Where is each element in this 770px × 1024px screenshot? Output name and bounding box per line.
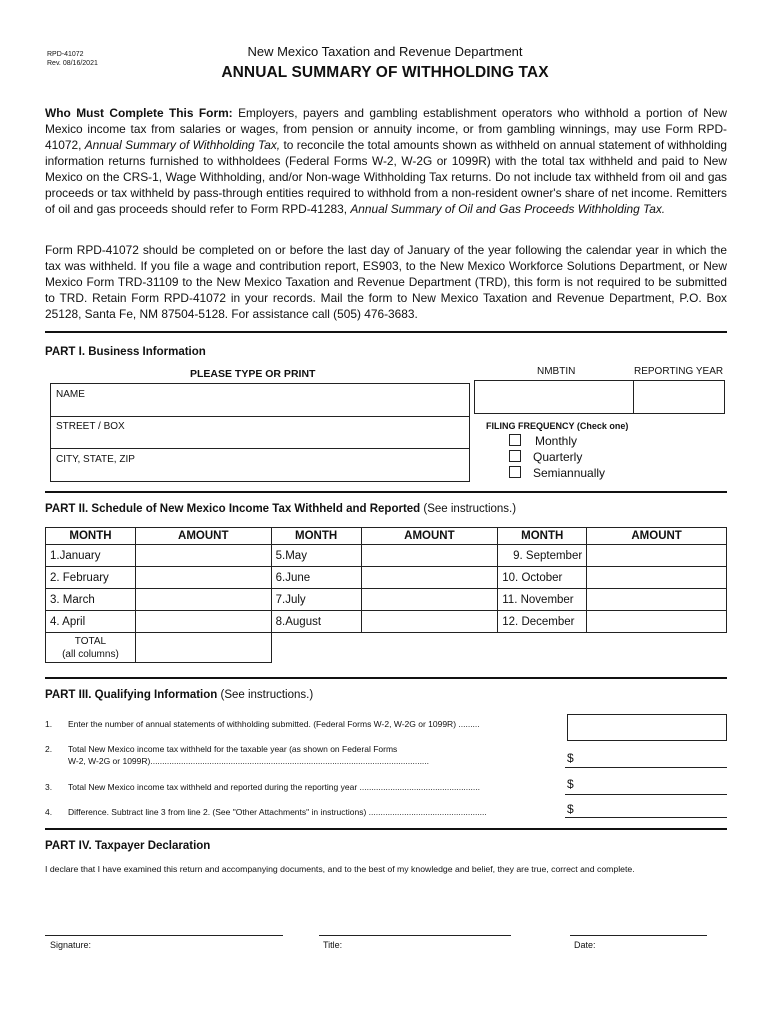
declaration-text: I declare that I have examined this return and accompanying documents, and to the best of my knowledge and belief, they are true, correct and complete. bbox=[45, 864, 635, 874]
line1-text: Enter the number of annual statements of withholding submitted. (Federal Forms W-2, W-2G or 1099R) ......... bbox=[68, 719, 480, 729]
amount-february[interactable] bbox=[135, 567, 271, 589]
month-january: 1.January bbox=[46, 545, 136, 567]
title-line[interactable] bbox=[319, 935, 511, 936]
month-july: 7.July bbox=[271, 589, 361, 611]
month-november: 11. November bbox=[498, 589, 587, 611]
amount-december[interactable] bbox=[587, 611, 727, 633]
part3-title-note: (See instructions.) bbox=[220, 689, 314, 701]
section-divider bbox=[45, 828, 727, 830]
month-august: 8.August bbox=[271, 611, 361, 633]
line1-number: 1. bbox=[45, 719, 53, 729]
line1-count-field[interactable] bbox=[567, 714, 727, 741]
month-march: 3. March bbox=[46, 589, 136, 611]
quarterly-label: Quarterly bbox=[533, 450, 583, 464]
table-row bbox=[46, 545, 727, 567]
line3-dollar: $ bbox=[567, 777, 574, 791]
amount-june[interactable] bbox=[361, 567, 498, 589]
street-field[interactable] bbox=[50, 416, 470, 449]
date-line[interactable] bbox=[570, 935, 707, 936]
who-must-complete-label: Who Must Complete This Form: bbox=[45, 106, 233, 120]
monthly-checkbox[interactable] bbox=[509, 434, 521, 446]
form-title: ANNUAL SUMMARY OF WITHHOLDING TAX bbox=[221, 64, 549, 81]
total-label bbox=[46, 633, 136, 663]
form-number: RPD-41072 bbox=[47, 51, 84, 58]
line3-number: 3. bbox=[45, 782, 53, 792]
reporting-year-field[interactable] bbox=[633, 380, 725, 414]
amount-april[interactable] bbox=[135, 611, 271, 633]
filing-frequency-label: FILING FREQUENCY (Check one) bbox=[486, 421, 629, 431]
month-october: 10. October bbox=[498, 567, 587, 589]
intro-text-a: Employers, payers and gambling establishment operators who withhold a portion of New Mexico income tax from salaries or wages, from pension or annuity income, or from gambling winnings, may use Form RPD-41072, bbox=[45, 106, 727, 152]
who-must-complete-paragraph bbox=[45, 105, 727, 217]
amount-november[interactable] bbox=[587, 589, 727, 611]
street-label: STREET / BOX bbox=[56, 421, 125, 432]
intro-form-name: Annual Summary of Withholding Tax, bbox=[84, 138, 281, 152]
month-june: 6.June bbox=[271, 567, 361, 589]
part3-title-text: PART III. Qualifying Information bbox=[45, 689, 218, 701]
month-february: 2. February bbox=[46, 567, 136, 589]
section-divider bbox=[45, 677, 727, 679]
part3-title bbox=[45, 689, 313, 701]
amount-header: AMOUNT bbox=[135, 528, 271, 545]
month-header: MONTH bbox=[498, 528, 587, 545]
title-label: Title: bbox=[323, 940, 343, 950]
amount-may[interactable] bbox=[361, 545, 498, 567]
month-may: 5.May bbox=[271, 545, 361, 567]
line3-amount-field[interactable] bbox=[565, 794, 727, 795]
date-label: Date: bbox=[574, 940, 596, 950]
intro-text-b: to reconcile the total amounts shown as withheld on annual statement of withholding information returns furnished to withholdees (Federal Forms W-2, W-2G or 1099R) with the total tax withheld and paid to New Mexico on the CRS-1, Wage Withholding, and/or Non-wage Withholding Tax returns. Do not include tax withheld from oil and gas proceeds or tax withheld by pass-through entities required to withhold from a non-resident owner's share of net income. Remitters of oil and gas proceeds should refer to Form RPD-41283, bbox=[45, 138, 728, 216]
amount-march[interactable] bbox=[135, 589, 271, 611]
line4-number: 4. bbox=[45, 807, 53, 817]
line2-dollar: $ bbox=[567, 751, 574, 765]
part2-title-text: PART II. Schedule of New Mexico Income Tax Withheld and Reported bbox=[45, 503, 421, 515]
month-header: MONTH bbox=[46, 528, 136, 545]
intro-oil-gas-form-name: Annual Summary of Oil and Gas Proceeds Withholding Tax. bbox=[350, 202, 666, 216]
nmbtin-label: NMBTIN bbox=[537, 366, 576, 377]
section-divider bbox=[45, 491, 727, 493]
monthly-label: Monthly bbox=[535, 434, 578, 448]
amount-header: AMOUNT bbox=[587, 528, 727, 545]
total-amount-field[interactable] bbox=[135, 633, 271, 663]
blank-cell bbox=[271, 633, 726, 663]
month-header: MONTH bbox=[271, 528, 361, 545]
filing-deadline-paragraph: Form RPD-41072 should be completed on or before the last day of January of the year following the calendar year in which the tax was withheld. If you file a wage and contribution report, ES903, to the New Mexico Workforce Solutions Department, or New Mexico Form TRD-31109 to the New Mexico Taxation and Revenue Department (TRD), this form is not required to be submitted to TRD. Retain Form RPD-41072 in your records. Mail the form to New Mexico Taxation and Revenue Department, P.O. Box 25128, Santa Fe, NM 87504-5128. For assistance call (505) 476-3683. bbox=[45, 243, 727, 321]
line2-text: Total New Mexico income tax withheld for the taxable year (as shown on Federal Forms bbox=[68, 744, 398, 754]
signature-line[interactable] bbox=[45, 935, 283, 936]
line3-text: Total New Mexico income tax withheld and reported during the reporting year ................................................... bbox=[68, 782, 480, 792]
table-row bbox=[46, 589, 727, 611]
city-state-zip-label: CITY, STATE, ZIP bbox=[56, 454, 135, 465]
reporting-year-label: REPORTING YEAR bbox=[634, 366, 724, 377]
semiannually-checkbox[interactable] bbox=[509, 466, 521, 478]
part2-title bbox=[45, 503, 516, 515]
please-type-label: PLEASE TYPE OR PRINT bbox=[190, 368, 316, 380]
withholding-schedule-table bbox=[45, 527, 727, 663]
line2-amount-field[interactable] bbox=[565, 767, 727, 768]
table-row bbox=[46, 567, 727, 589]
total-label-line2: (all columns) bbox=[62, 648, 119, 660]
name-field[interactable] bbox=[50, 383, 470, 417]
amount-july[interactable] bbox=[361, 589, 498, 611]
name-label: NAME bbox=[56, 389, 85, 400]
revision-date: Rev. 08/16/2021 bbox=[47, 60, 98, 67]
part4-title: PART IV. Taxpayer Declaration bbox=[45, 840, 211, 852]
part1-title: PART I. Business Information bbox=[45, 346, 206, 358]
nmbtin-field[interactable] bbox=[474, 380, 634, 414]
line2-text-cont: W-2, W-2G or 1099R)...................................................................................................................... bbox=[68, 756, 430, 766]
amount-august[interactable] bbox=[361, 611, 498, 633]
month-december: 12. December bbox=[498, 611, 587, 633]
line2-number: 2. bbox=[45, 744, 53, 754]
section-divider bbox=[45, 331, 727, 333]
part2-title-note: (See instructions.) bbox=[423, 503, 517, 515]
total-label-line1: TOTAL bbox=[74, 635, 107, 647]
semiannually-label: Semiannually bbox=[533, 466, 606, 480]
line4-text: Difference. Subtract line 3 from line 2. (See "Other Attachments" in instructions) .................................................. bbox=[68, 807, 487, 817]
amount-october[interactable] bbox=[587, 567, 727, 589]
amount-header: AMOUNT bbox=[361, 528, 498, 545]
table-row bbox=[46, 611, 727, 633]
total-row bbox=[46, 633, 727, 663]
month-april: 4. April bbox=[46, 611, 136, 633]
month-september: 9. September bbox=[498, 545, 587, 567]
line4-amount-field[interactable] bbox=[565, 817, 727, 818]
amount-january[interactable] bbox=[135, 545, 271, 567]
amount-september[interactable] bbox=[587, 545, 727, 567]
line4-dollar: $ bbox=[567, 802, 574, 816]
city-state-zip-field[interactable] bbox=[50, 448, 470, 482]
quarterly-checkbox[interactable] bbox=[509, 450, 521, 462]
agency-name: New Mexico Taxation and Revenue Department bbox=[247, 44, 523, 59]
signature-label: Signature: bbox=[50, 940, 92, 950]
